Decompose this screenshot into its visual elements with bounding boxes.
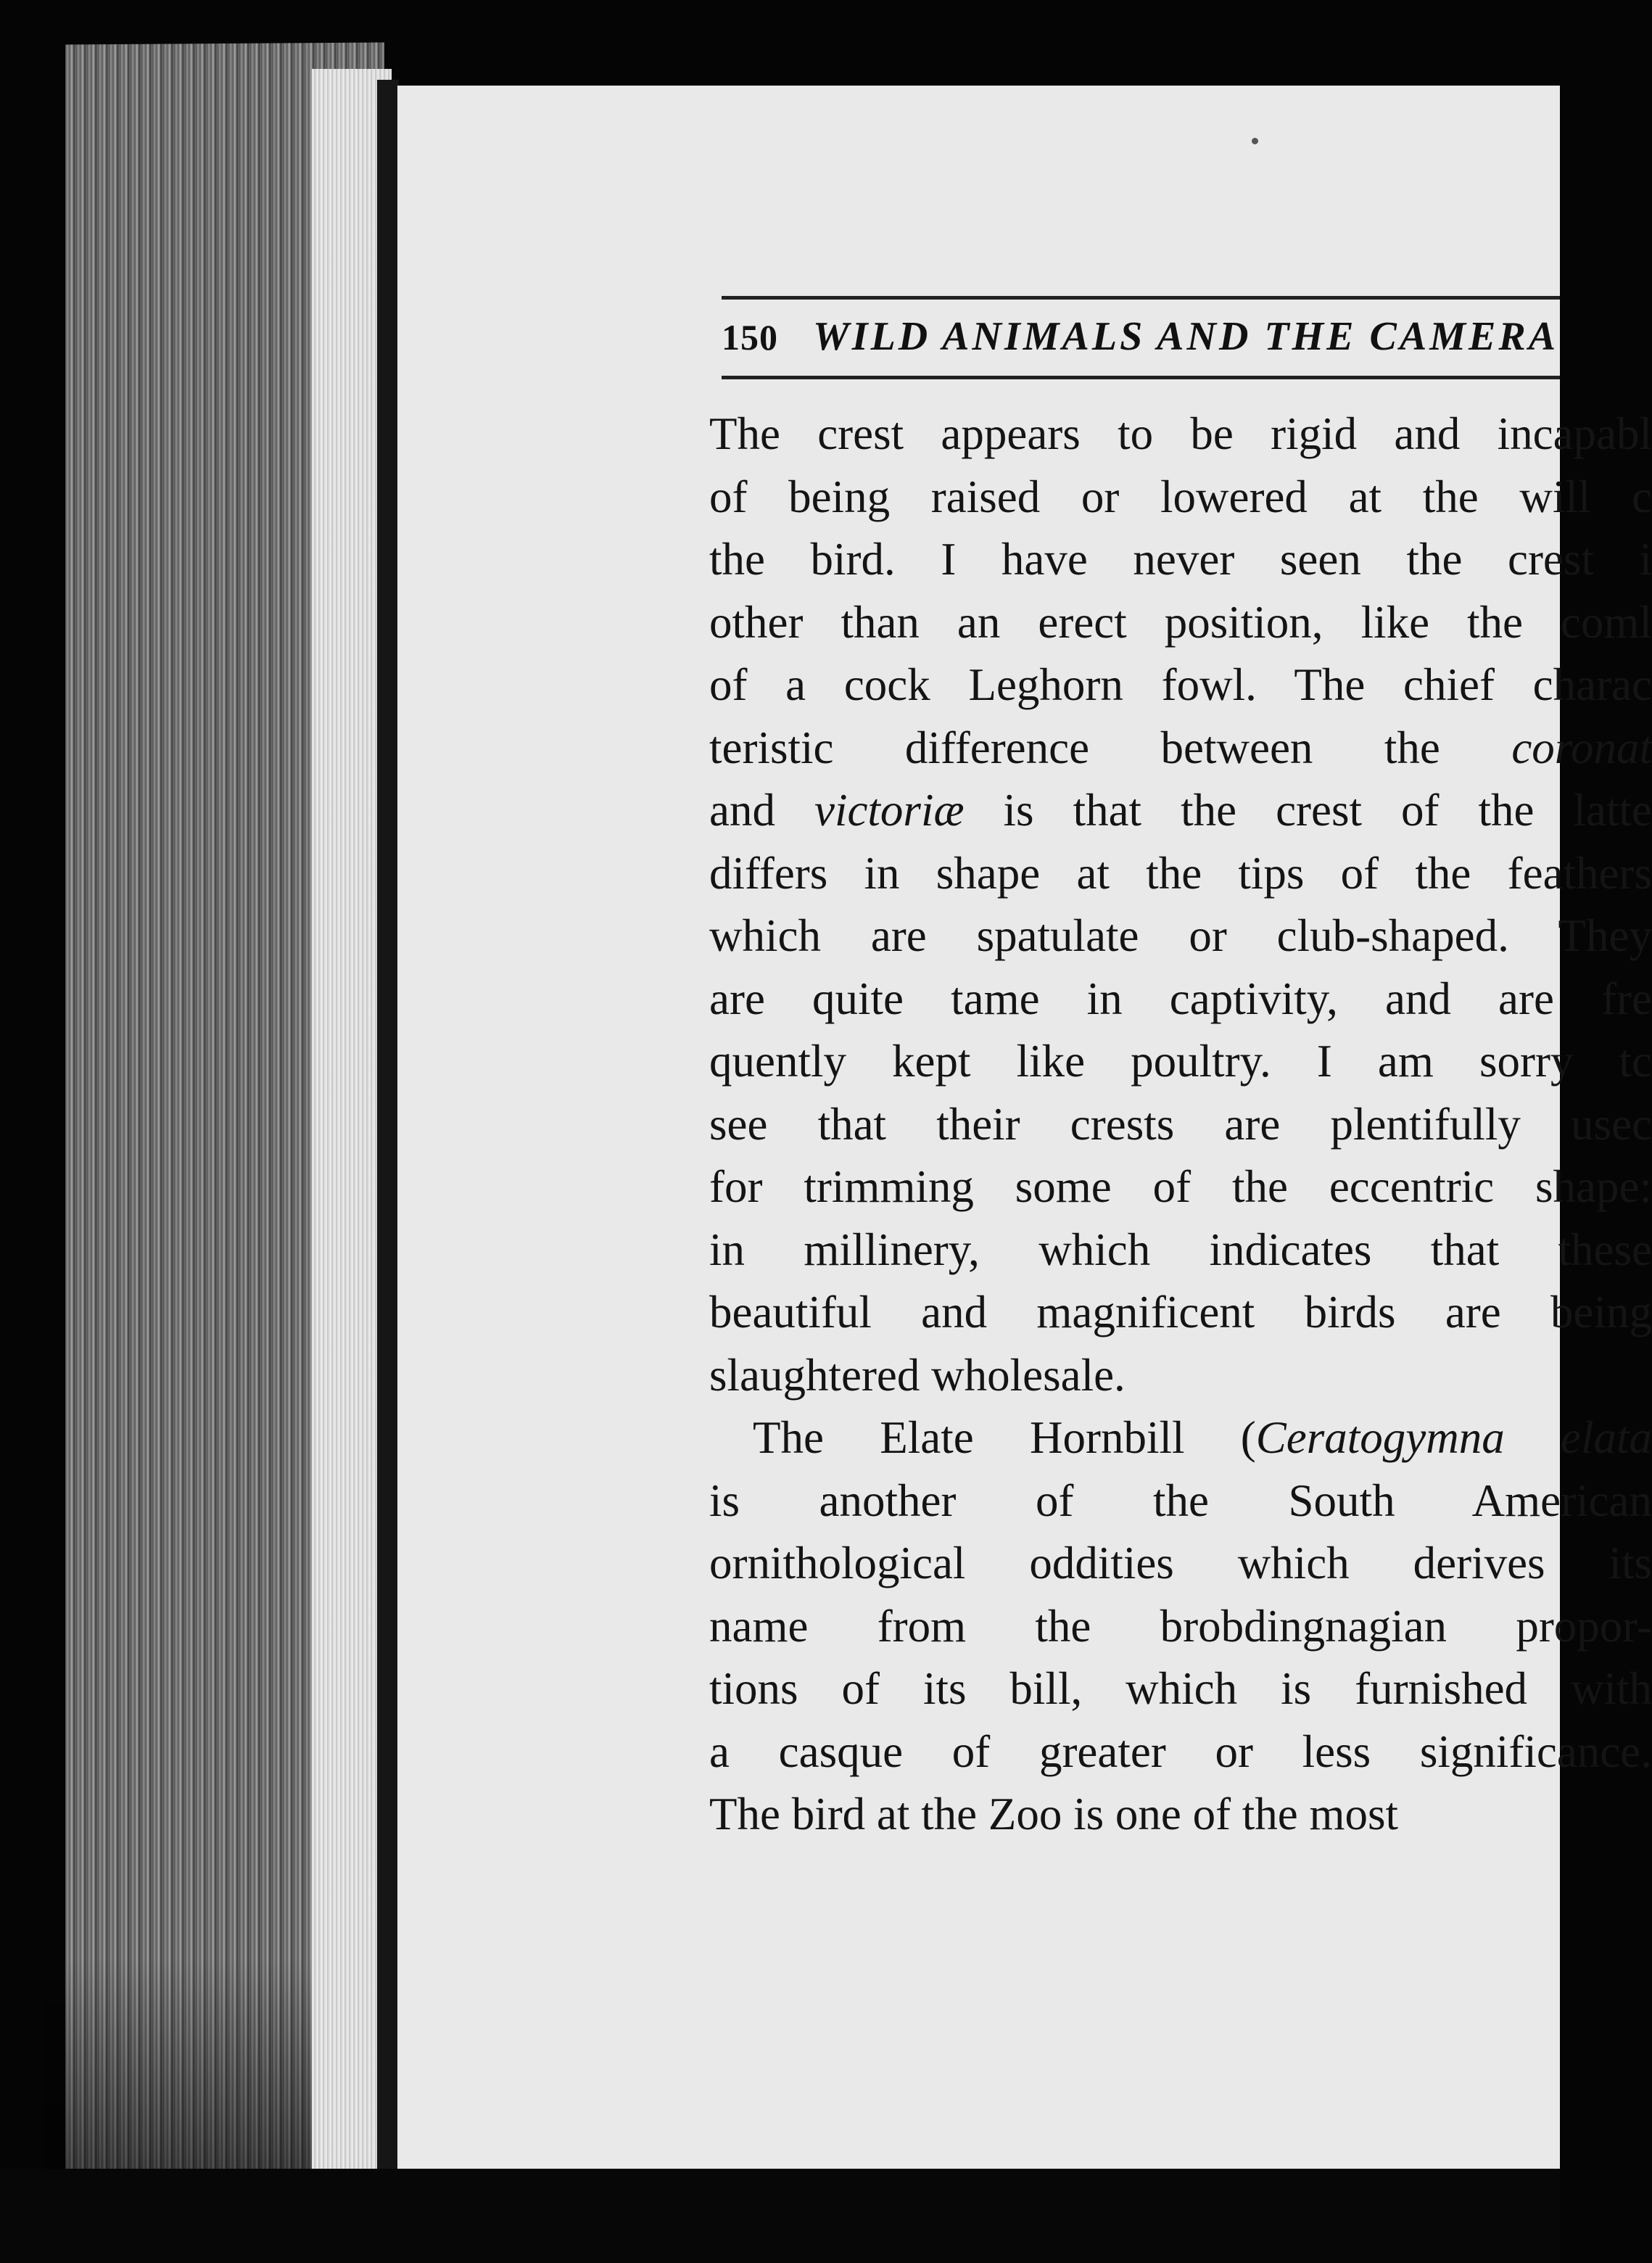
- gutter-shadow: [377, 80, 399, 2194]
- text-line: quently kept like poultry. I am sorry tc: [709, 1036, 1652, 1087]
- page-speck: [1252, 138, 1258, 144]
- page-number: 150: [722, 317, 778, 358]
- text-line: The crest appears to be rigid and incapabl: [709, 408, 1652, 459]
- italic-term: Ceratogymna elata: [1255, 1412, 1652, 1463]
- text-line: teristic difference between the coronat: [709, 722, 1652, 773]
- bottom-background: [0, 2169, 1560, 2263]
- text-line: in millinery, which indicates that these: [709, 1224, 1652, 1275]
- text-line: of being raised or lowered at the will c: [709, 471, 1652, 522]
- text-line: ornithological oddities which derives its: [709, 1538, 1652, 1588]
- text-line: slaughtered wholesale.: [709, 1349, 1126, 1401]
- body-text: [709, 403, 1652, 1846]
- text-line: which are spatulate or club-shaped. They: [709, 910, 1652, 961]
- text-line: a casque of greater or less significance.: [709, 1726, 1652, 1777]
- header-rule-top: [722, 296, 1560, 300]
- text-line: the bird. I have never seen the crest i: [709, 534, 1652, 585]
- text-line: differs in shape at the tips of the feathers: [709, 847, 1652, 899]
- text-line: of a cock Leghorn fowl. The chief charac: [709, 659, 1652, 710]
- italic-term: victoriæ: [814, 785, 965, 836]
- text-line: other than an erect position, like the coml: [709, 596, 1652, 648]
- text-line: The bird at the Zoo is one of the most: [709, 1789, 1399, 1839]
- text-line: is another of the South American: [709, 1475, 1652, 1526]
- text-line: The Elate Hornbill (Ceratogymna elata: [753, 1412, 1652, 1463]
- running-head: [722, 313, 1560, 364]
- text-line: for trimming some of the eccentric shape:: [709, 1161, 1652, 1212]
- text-line: and victoriæ is that the crest of the latte: [709, 785, 1652, 836]
- text-line: name from the brobdingnagian propor-: [709, 1600, 1652, 1652]
- text-line: beautiful and magnificent birds are being: [709, 1287, 1652, 1337]
- header-rule-bottom: [722, 376, 1560, 379]
- text-line: see that their crests are plentifully usec: [709, 1098, 1652, 1150]
- text-line: tions of its bill, which is furnished with: [709, 1663, 1652, 1714]
- text-line: are quite tame in captivity, and are fre: [709, 973, 1652, 1024]
- running-title: WILD ANIMALS AND THE CAMERA: [813, 314, 1559, 359]
- italic-term: coronat: [1511, 722, 1652, 773]
